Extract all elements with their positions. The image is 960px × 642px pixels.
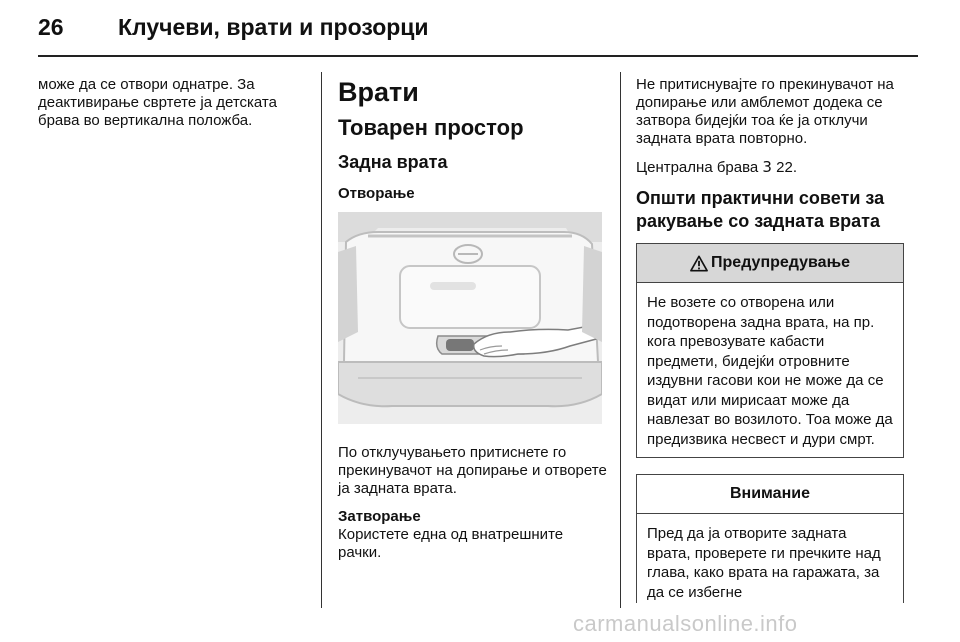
central-lock-ref-text: Централна брава [636,159,759,176]
warning-triangle-icon [690,255,708,272]
column-2 [338,76,608,572]
warning-text: Не возете со отворена или подотворена задна врата, на пр. кога превозувате кабасти предмети, бидејќи отровните издувни гасови кои не може да се видат или мирисаат може да навлезат во возилото. Тоа може да предизвика несвест и дури смрт. [647,294,893,448]
closing-text: Користете една од внатрешните рачки. [338,526,564,561]
warning-title: Предупредување [711,254,850,271]
tips-heading: Општи практични совети за ракување со задната врата [636,188,885,231]
section-heading-closing: Затворање [338,508,421,525]
header-rule [38,55,918,57]
page-number: 26 [38,14,64,40]
column-divider-1 [321,72,322,608]
central-lock-ref-page: 22. [776,159,797,176]
page-header [38,14,918,48]
warning-title-bar [637,244,903,283]
section-heading-opening: Отворање [338,185,415,202]
watermark-text: carmanualsonline.info [573,611,798,636]
section-heading-tailgate: Задна врата [338,152,448,172]
chapter-title: Клучеви, врати и прозорци [118,14,429,40]
section-heading-doors: Врати [338,77,419,107]
page-ref-arrow-icon: 3 [762,158,772,176]
touchpad-paragraph: Не притиснувајте го прекинувачот на допирање или амблемот додека се затвора бидејќи тоа ќе ја отклучи задната врата повторно. [636,76,894,147]
caution-text: Пред да ја отворите задната врата, проверете ги пречките над глава, како врата на гаражата, за да се избегне [647,525,881,601]
warning-box [636,243,904,458]
column-1 [38,76,310,140]
caution-title: Внимание [730,485,810,502]
column-divider-2 [620,72,621,608]
central-lock-reference [636,158,904,177]
caution-box [636,474,904,603]
section-heading-cargo: Товарен простор [338,115,524,140]
caution-title-bar [637,475,903,514]
opening-caption: По отклучувањето притиснете го прекинувачот на допирање и отворете ја задната врата. [338,444,607,497]
child-lock-paragraph: може да се отвори однатре. За деактивирање свртете ја детската брава во вертикална положба. [38,76,277,129]
tailgate-opening-illustration [338,212,602,424]
column-3 [636,76,904,619]
